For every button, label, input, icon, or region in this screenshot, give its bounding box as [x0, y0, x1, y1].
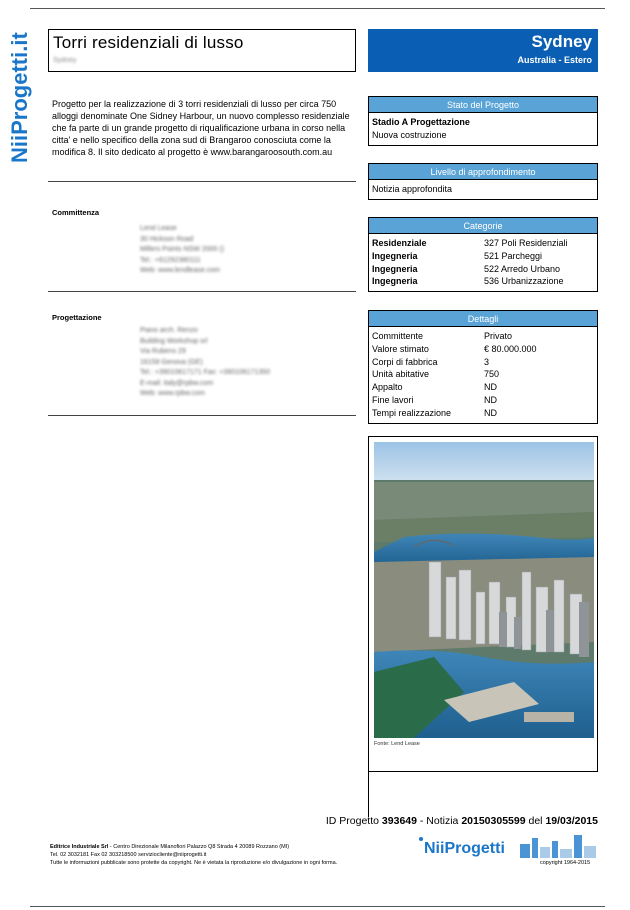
date-prefix: del [528, 815, 543, 827]
dettaglio-key: Valore stimato [372, 343, 429, 354]
dettaglio-row [372, 343, 594, 356]
committenza-line: 30 Hickson Road [140, 235, 194, 243]
stato-panel [368, 96, 598, 146]
photo-caption: Fonte: Lend Lease [374, 741, 420, 747]
progettazione-line: Tel.: +39010617171 Fax: +390106171350 [140, 369, 271, 376]
categorie-panel [368, 217, 598, 292]
dettagli-panel [368, 310, 598, 424]
dettaglio-row [372, 407, 594, 420]
page-title: Torri residenziali di lusso [53, 33, 244, 52]
progettazione-line: Via Rubens 29 [140, 348, 186, 355]
livello-panel [368, 163, 598, 200]
project-description: Progetto per la realizzazione di 3 torri residenziali di lusso per circa 750 alloggi denominate One Sidney Harbour, un nuovo complesso residenziale che fa parte di un grande progetto di riqualificazione urbana in corso nella citta' e nello specifico della zona sud di Brangaroo conosciuta come la modifica 8. Il sito dedicato al progetto è www.barangaroosouth.com.au [52, 99, 350, 157]
bottom-rule [30, 906, 605, 907]
dettaglio-row [372, 381, 594, 394]
project-id-prefix: ID Progetto [325, 815, 379, 827]
dettaglio-row [372, 330, 594, 343]
categoria-row [372, 275, 594, 288]
progettazione-line: Web: www.rpbw.com [140, 390, 205, 397]
project-id-value: 393649 [381, 815, 417, 827]
divider [368, 772, 369, 817]
notizia-value: 20150305599 [461, 815, 526, 827]
footer-logo-text: NiiProgetti [424, 840, 505, 857]
committenza-line: Lend Lease [140, 225, 177, 232]
categoria-key: Ingegneria [372, 250, 418, 261]
committenza-line: Tel.: +61292380111 [140, 256, 201, 264]
dettaglio-row [372, 368, 594, 381]
separator [48, 415, 356, 416]
notizia-prefix: - Notizia [419, 815, 459, 827]
dettagli-header: Dettagli [369, 311, 597, 327]
dettaglio-value: ND [484, 407, 497, 418]
footer-notice: Tutte le informazioni pubblicate sono protette da copyright. Ne è vietata la riproduzione e/o divulgazione in ogni forma. [50, 860, 338, 866]
categoria-value: 536 Urbanizzazione [484, 276, 564, 287]
dettaglio-value: 3 [484, 356, 490, 367]
niiprogetti-side-logo [2, 30, 36, 165]
dettaglio-row [372, 394, 594, 407]
dettaglio-value: 750 [484, 369, 500, 380]
committenza-details [140, 224, 224, 277]
niiprogetti-footer-logo [418, 832, 598, 860]
dettaglio-value: € 80.000.000 [484, 343, 537, 354]
page-subtitle: Sydney [53, 57, 77, 64]
dettaglio-key: Tempi realizzazione [372, 407, 452, 418]
notizia-date: 19/03/2015 [545, 815, 598, 827]
livello-value: Notizia approfondita [372, 184, 453, 194]
committenza-label: Committenza [52, 208, 100, 217]
city-name: Sydney [531, 32, 592, 51]
side-logo-text: NiiProgetti.it [7, 32, 32, 163]
committenza-line: Web: www.lendlease.com [140, 267, 221, 274]
aerial-city-photo [374, 442, 594, 738]
stato-header: Stato del Progetto [369, 97, 597, 113]
footer-address: - Centro Direzionale Milanofiori Palazzo Q8 Strada 4 20089 Rozzano (MI) [108, 844, 290, 850]
categorie-header: Categorie [369, 218, 597, 234]
dettaglio-key: Appalto [372, 382, 403, 393]
country-name: Australia - Estero [517, 55, 592, 65]
committenza-line: Millers Points NSW 2000 () [140, 246, 225, 253]
stato-stage: Stadio A Progettazione [372, 117, 470, 127]
footer-contacts: Tel. 02 3032181 Fax 02 303218500 serviziocliente@niiprogetti.it [50, 852, 207, 858]
categoria-key: Residenziale [372, 238, 427, 248]
dettaglio-value: ND [484, 394, 497, 405]
footer-company: Editrice Industriale Srl [50, 844, 109, 850]
dettaglio-value: Privato [484, 331, 513, 341]
dettaglio-key: Unità abitative [372, 369, 430, 380]
separator [48, 291, 356, 292]
photo-box [368, 436, 598, 772]
progettazione-line: 16158 Genova (GE) [140, 358, 203, 366]
dettaglio-key: Committente [372, 331, 424, 341]
separator [48, 181, 356, 182]
categoria-row [372, 250, 594, 263]
categoria-value: 522 Arredo Urbano [484, 263, 561, 274]
dettaglio-key: Corpi di fabbrica [372, 356, 438, 367]
dettaglio-value: ND [484, 382, 497, 393]
categoria-key: Ingegneria [372, 263, 418, 274]
progettazione-label: Progettazione [52, 313, 102, 322]
top-rule [30, 8, 605, 9]
dettaglio-row [372, 356, 594, 369]
title-box [48, 29, 356, 72]
categoria-row [372, 237, 594, 250]
copyright: copyright 1964-2015 [540, 860, 591, 866]
categoria-value: 521 Parcheggi [484, 250, 543, 261]
project-id-line [250, 815, 598, 827]
stato-type: Nuova costruzione [372, 129, 447, 140]
categoria-key: Ingegneria [372, 276, 418, 287]
city-box [368, 29, 598, 72]
progettazione-line: E-mail: italy@rpbw.com [140, 379, 214, 387]
footer-info [50, 843, 337, 867]
livello-header: Livello di approfondimento [369, 164, 597, 180]
categoria-value: 327 Poli Residenziali [484, 238, 568, 248]
progettazione-details [140, 326, 270, 400]
categoria-row [372, 263, 594, 276]
dettaglio-key: Fine lavori [372, 394, 414, 405]
progettazione-line: Building Workshop srl [140, 337, 208, 345]
progettazione-line: Piano arch. Renzo [140, 327, 198, 334]
